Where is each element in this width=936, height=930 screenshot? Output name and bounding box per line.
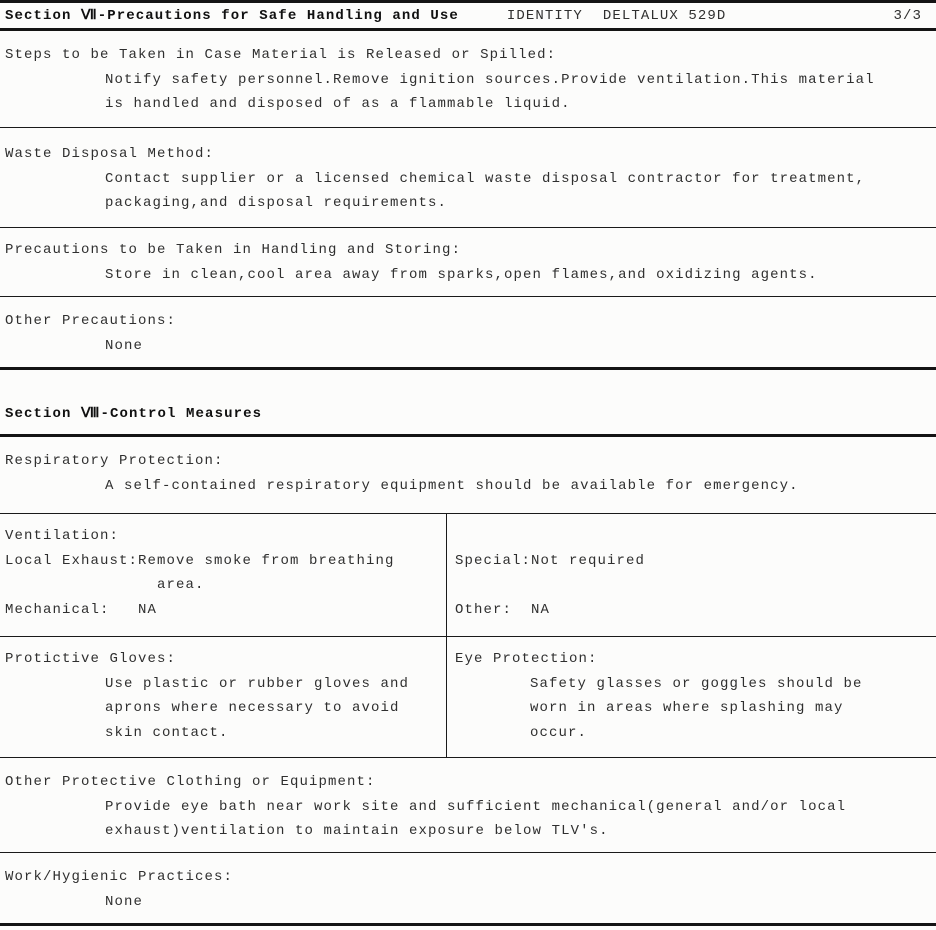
eye-protection-line-2: worn in areas where splashing may [530, 700, 844, 716]
clothing-line-2: exhaust)ventilation to maintain exposure below TLV's. [105, 823, 609, 839]
spill-line-1: Notify safety personnel.Remove ignition sources.Provide ventilation.This material [105, 71, 875, 88]
handling-line-1: Store in clean,cool area away from sparks,open flames,and oxidizing agents. [105, 266, 818, 283]
identity-value: DELTALUX 529D [602, 7, 727, 24]
protection-section [0, 637, 936, 758]
handling-storing-section [0, 228, 936, 297]
section7-title: Section Ⅶ-Precautions for Safe Handling and Use [5, 8, 459, 24]
protective-clothing-section [0, 758, 936, 853]
spill-label: Steps to be Taken in Case Material is Released or Spilled: [5, 47, 557, 63]
page-number: 3/3 [893, 7, 922, 24]
hygienic-practices-section [0, 853, 936, 926]
eye-protection-label: Eye Protection: [455, 651, 598, 667]
waste-disposal-section [0, 128, 936, 228]
eye-protection-line-1: Safety glasses or goggles should be [530, 675, 863, 692]
local-exhaust-line-2: area. [157, 577, 205, 593]
gloves-line-3: skin contact. [105, 724, 229, 741]
spill-line-2: is handled and disposed of as a flammable liquid. [105, 96, 571, 112]
gloves-line-2: aprons where necessary to avoid [105, 700, 400, 716]
hygiene-label: Work/Hygienic Practices: [5, 869, 234, 885]
waste-label: Waste Disposal Method: [5, 146, 215, 162]
local-exhaust-line-1: Local Exhaust:Remove smoke from breathing [5, 552, 395, 569]
waste-line-2: packaging,and disposal requirements. [105, 195, 448, 211]
control-measures-heading [0, 370, 936, 437]
mechanical-line: Mechanical: NA [5, 601, 158, 618]
hygiene-value: None [105, 893, 144, 910]
other-precautions-label: Other Precautions: [5, 313, 177, 329]
section8-title: Section Ⅷ-Control Measures [5, 405, 263, 422]
ventilation-label: Ventilation: [5, 528, 120, 544]
respiratory-protection-section [0, 437, 936, 514]
other-precautions-value: None [105, 337, 144, 354]
clothing-line-1: Provide eye bath near work site and sufficient mechanical(general and/or local [105, 798, 847, 815]
gloves-column [0, 637, 447, 757]
respiratory-label: Respiratory Protection: [5, 453, 224, 469]
eye-protection-column [447, 637, 936, 757]
page-header [0, 0, 936, 31]
clothing-label: Other Protective Clothing or Equipment: [5, 774, 376, 790]
spacer-line [455, 524, 936, 549]
spacer-line [455, 573, 936, 598]
identity-label: IDENTITY [506, 7, 583, 24]
other-line: Other: NA [455, 601, 551, 618]
ventilation-section [0, 514, 936, 637]
eye-protection-line-3: occur. [530, 724, 588, 741]
waste-line-1: Contact supplier or a licensed chemical waste disposal contractor for treatment, [105, 170, 866, 187]
spill-section [0, 31, 936, 128]
respiratory-line-1: A self-contained respiratory equipment should be available for emergency. [105, 477, 799, 494]
ventilation-right-column [447, 514, 936, 636]
special-line: Special:Not required [455, 552, 646, 569]
ventilation-left-column [0, 514, 447, 636]
gloves-label: Protictive Gloves: [5, 651, 177, 667]
handling-label: Precautions to be Taken in Handling and Storing: [5, 242, 462, 258]
gloves-line-1: Use plastic or rubber gloves and [105, 675, 410, 692]
other-precautions-section [0, 297, 936, 370]
